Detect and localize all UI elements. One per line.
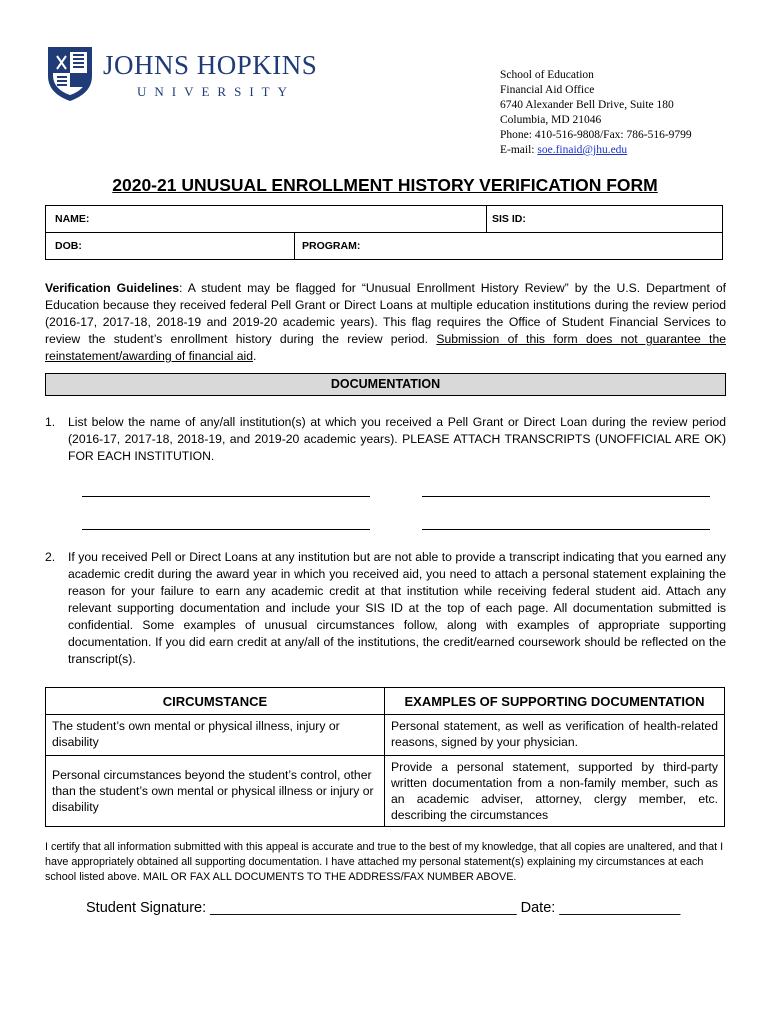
dob-field[interactable]: DOB: bbox=[55, 240, 82, 252]
table-cell: Provide a personal statement, supported by third-party written documentation from a non-family member, such as an academic adviser, attorney, clergy member, etc. describing the circumstances bbox=[385, 756, 725, 827]
guidelines-text: : A student may be flagged for “Unusual Enrollment History Review” by the U.S. Department of Education because they received federal Pell Grant or Direct Loans at multiple education institutions during the review period (2016-17, 2017-18, 2018-19 and 2019-20 academic years). This flag requires the Office of Student Financial Services to review the student’s enrollment history during the review period. bbox=[45, 281, 726, 346]
certification-statement: I certify that all information submitted with this appeal is accurate and true to the best of my knowledge, that all copies are unaltered, and that I have appropriately obtained all supporting documentation. I have attached my personal statement(s) explaining my circumstances at each school listed above. MAIL OR FAX ALL DOCUMENTS TO THE ADDRESS/FAX NUMBER ABOVE. bbox=[45, 841, 724, 883]
column-header: EXAMPLES OF SUPPORTING DOCUMENTATION bbox=[385, 688, 725, 715]
address-line: 6740 Alexander Bell Drive, Suite 180 bbox=[500, 99, 674, 111]
name-field[interactable]: NAME: bbox=[55, 213, 90, 225]
email-line bbox=[500, 143, 692, 158]
guidelines-disclaimer: Submission of this form does not guarantee the reinstatement/awarding of financial aid bbox=[45, 332, 726, 363]
column-header: CIRCUMSTANCE bbox=[46, 688, 385, 715]
office-address bbox=[500, 68, 692, 158]
table-cell: Personal circumstances beyond the student’s control, other than the student’s own mental or physical illness or injury or disability bbox=[46, 756, 385, 827]
instruction-item-1 bbox=[45, 414, 726, 465]
address-line: Phone: 410-516-9808/Fax: 786-516-9799 bbox=[500, 129, 692, 141]
guidelines-end: . bbox=[253, 349, 257, 363]
guidelines-label: Verification Guidelines bbox=[45, 281, 179, 295]
institution-line-4[interactable] bbox=[422, 529, 710, 530]
instruction-item-2 bbox=[45, 549, 726, 668]
institution-line-2[interactable] bbox=[422, 496, 710, 497]
date-field[interactable]: _______________ bbox=[559, 900, 681, 916]
table-cell: Personal statement, as well as verification of health-related reasons, signed by your physician. bbox=[385, 715, 725, 756]
institution-line-1[interactable] bbox=[82, 496, 370, 497]
table-row bbox=[46, 756, 725, 827]
signature-field[interactable]: ______________________________________ bbox=[210, 900, 517, 916]
institution-line-3[interactable] bbox=[82, 529, 370, 530]
table-header-row bbox=[46, 688, 725, 715]
shield-icon bbox=[45, 44, 95, 102]
address-line: Financial Aid Office bbox=[500, 84, 595, 96]
signature-label: Student Signature: bbox=[86, 900, 211, 916]
email-label: E-mail: bbox=[500, 144, 538, 156]
item-number: 2. bbox=[45, 550, 56, 564]
logo-university: UNIVERSITY bbox=[137, 84, 295, 99]
date-label: Date: bbox=[516, 900, 560, 916]
table-row bbox=[46, 715, 725, 756]
circumstances-table bbox=[45, 687, 725, 827]
form-title: 2020-21 UNUSUAL ENROLLMENT HISTORY VERIFICATION FORM bbox=[112, 175, 658, 195]
verification-guidelines bbox=[45, 280, 726, 365]
item-number: 1. bbox=[45, 415, 56, 429]
program-field[interactable]: PROGRAM: bbox=[302, 240, 361, 252]
logo-name: JOHNS HOPKINS bbox=[103, 50, 318, 80]
university-logo bbox=[45, 44, 335, 106]
sis-id-field[interactable]: SIS ID: bbox=[492, 213, 526, 225]
table-cell: The student’s own mental or physical illness, injury or disability bbox=[46, 715, 385, 756]
address-line: School of Education bbox=[500, 69, 594, 81]
item-text: List below the name of any/all institution(s) at which you received a Pell Grant or Direct Loan during the review period (2016-17, 2017-18, 2018-19, and 2019-20 academic years). PLEASE ATTACH TRANSCRIPTS (UNOFFICIAL ARE OK) FOR EACH INSTITUTION. bbox=[68, 415, 726, 463]
address-line: Columbia, MD 21046 bbox=[500, 114, 602, 126]
student-info-box bbox=[45, 205, 723, 260]
item-text: If you received Pell or Direct Loans at any institution but are not able to provide a transcript indicating that you earned any academic credit during the award year in which you received aid, you need to attach a personal statement explaining the reason for your failure to earn any academic credit at that institution while receiving federal student aid. Attach any relevant supporting documentation and include your SIS ID at the top of each page. All documentation submitted is confidential. Some examples of unusual circumstances follow, along with examples of appropriate supporting documentation. If you did earn credit at any/all of the institutions, the credit/earned coursework should be reflected on the transcript(s). bbox=[68, 550, 726, 666]
documentation-heading: DOCUMENTATION bbox=[45, 373, 726, 396]
signature-row bbox=[86, 900, 680, 916]
email-link[interactable]: soe.finaid@jhu.edu bbox=[537, 144, 628, 156]
